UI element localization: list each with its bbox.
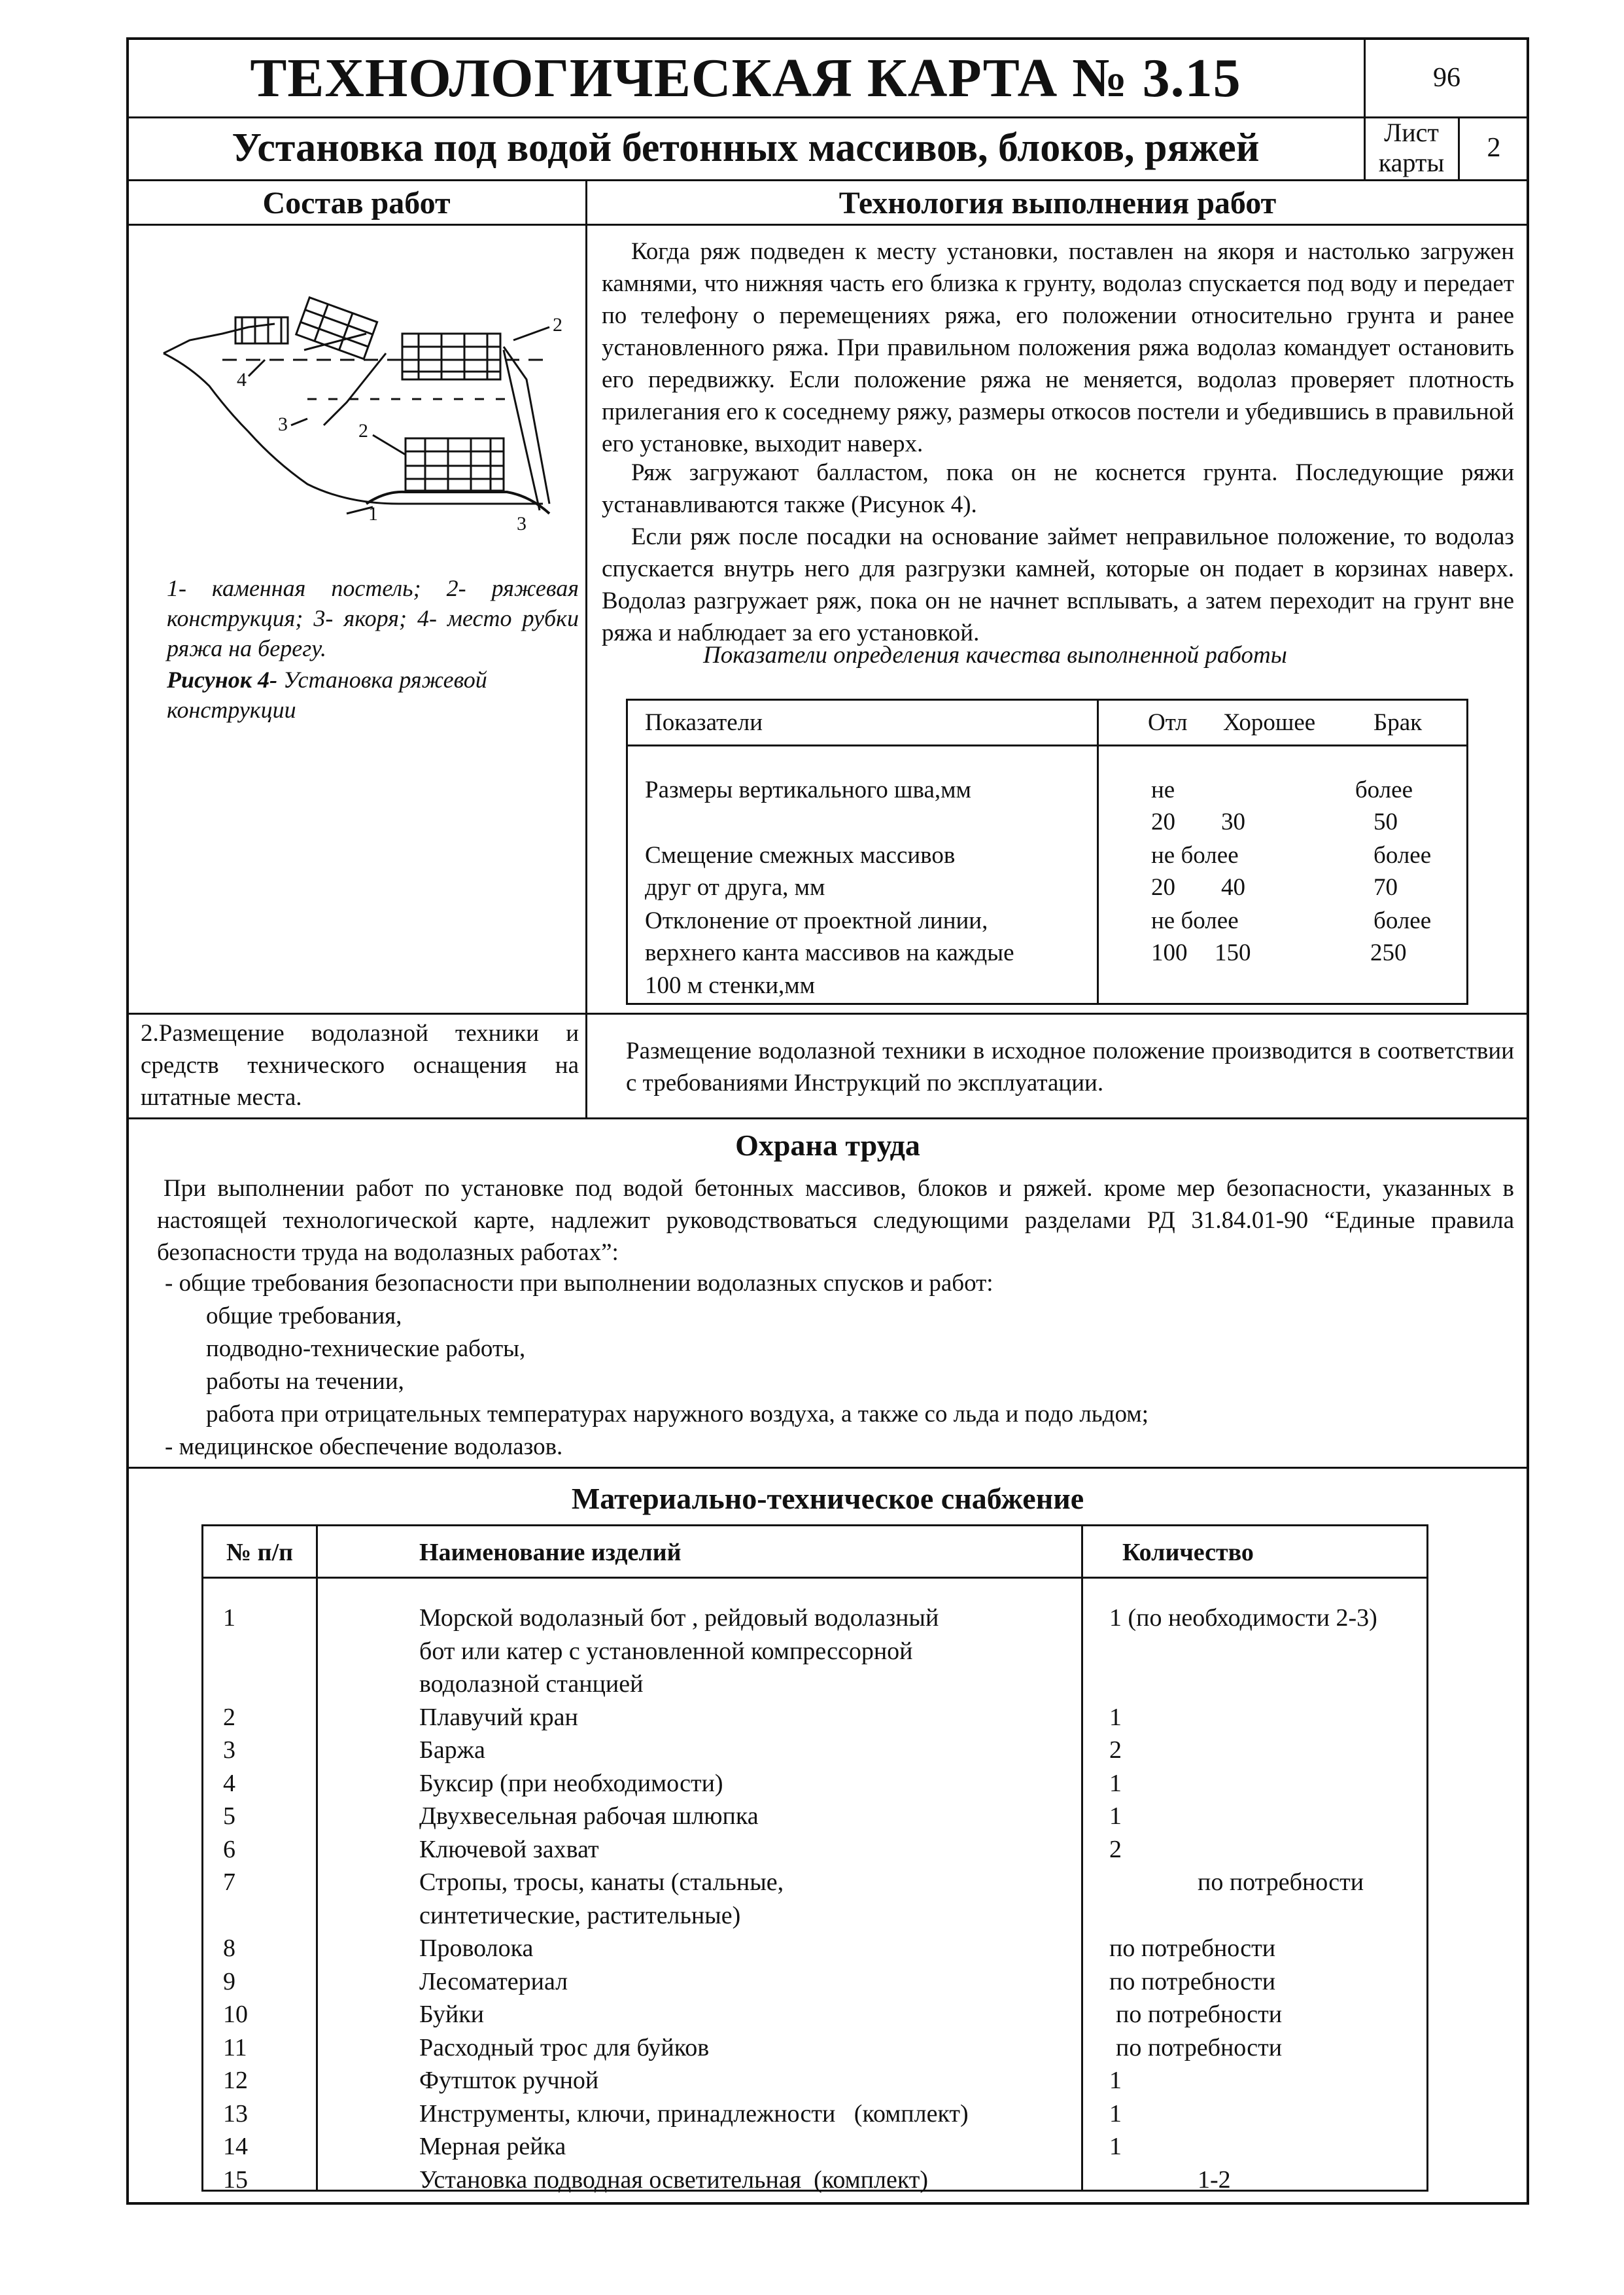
quality-value: 40 — [1221, 874, 1245, 901]
supply-header-name: Наименование изделий — [419, 1539, 682, 1566]
supply-row-quantity: 1 — [1109, 1769, 1122, 1797]
quality-row-name: верхнего канта массивов на каждые — [645, 939, 1014, 966]
figure-label-2: 2 — [553, 314, 562, 336]
supply-row-quantity: 2 — [1109, 1835, 1122, 1863]
supply-row-name: Установка подводная осветительная (комплект) — [419, 2165, 929, 2194]
safety-intro: При выполнении работ по установке под водой бетонных массивов, блоков и ряжей. кроме мер безопасности, указанных в настоящей технологической карте, надлежит руководствоваться следующими разделами РД 31.84.01-90 “Единые правила безопасности труда на водолазных работах”: — [157, 1175, 1514, 1266]
supply-row-name: водолазной станцией — [419, 1670, 644, 1698]
technology-paragraph-3: Если ряж после посадки на основание займет неправильное положение, то водолаз спускается внутрь него для разгрузки камней, которые он подает в корзинах наверх. Водолаз разгружает ряж, пока он не начнет всплывать, а затем переходит на грунт вне ряжа и наблюдает за его установкой. — [602, 523, 1514, 646]
supply-row-number: 6 — [223, 1835, 235, 1863]
supply-table — [201, 1524, 1428, 2192]
supply-row-number: 14 — [223, 2133, 248, 2160]
supply-row-number: 8 — [223, 1935, 235, 1962]
quality-value: 100 — [1151, 939, 1188, 966]
supply-row-name: синтетические, растительные) — [419, 1901, 741, 1929]
supply-row-name: Лесоматериал — [419, 1967, 568, 1995]
quality-header-excellent: Отл — [1148, 709, 1188, 736]
figure-label-3: 3 — [278, 413, 288, 435]
quality-row-name: 100 м стенки,мм — [645, 972, 816, 999]
quality-row-name: друг от друга, мм — [645, 874, 825, 901]
divider — [128, 1117, 1528, 1119]
sheet-label — [1366, 118, 1457, 178]
quality-row-note: не более — [1151, 777, 1413, 803]
supply-row-number: 2 — [223, 1703, 235, 1731]
supply-row-number: 11 — [223, 2033, 247, 2061]
quality-header-reject: Брак — [1373, 709, 1423, 736]
supply-row-name: Проволока — [419, 1935, 534, 1962]
column-divider — [585, 179, 587, 1118]
supply-row-name: Инструменты, ключи, принадлежности (комплект) — [419, 2099, 969, 2128]
figure-caption: 1- каменная постель; 2- ряжевая конструкция; 3- якоря; 4- место рубки ряжа на берегу. — [167, 575, 579, 661]
document-subtitle: Установка под водой бетонных массивов, блоков, ряжей — [232, 125, 1260, 170]
supply-row-name: Стропы, тросы, канаты (стальные, — [419, 1868, 784, 1896]
safety-item-2: - медицинское обеспечение водолазов. — [165, 1433, 563, 1460]
figure-label-3b: 3 — [517, 513, 527, 534]
supply-row-quantity: по потребности — [1116, 2001, 1283, 2028]
quality-header-good: Хорошее — [1223, 709, 1316, 736]
supply-row-quantity: 1 — [1109, 2099, 1122, 2128]
sheet-label-line2: карты — [1378, 148, 1445, 177]
supply-row-name: Буксир (при необходимости) — [419, 1769, 723, 1797]
quality-row-name: Отклонение от проектной линии, — [645, 907, 988, 934]
supply-row-quantity: 1 (по необходимости 2-3) — [1109, 1604, 1377, 1632]
safety-subitem: работы на течении, — [206, 1368, 404, 1395]
sheet-number: 2 — [1487, 133, 1501, 163]
supply-row-quantity: 1 — [1109, 1703, 1122, 1731]
supply-row-number: 7 — [223, 1868, 235, 1896]
supply-row-quantity: 1 — [1109, 1802, 1122, 1830]
supply-row-number: 13 — [223, 2099, 248, 2128]
supply-row-quantity: 2 — [1109, 1736, 1122, 1764]
supply-row-quantity: по потребности — [1116, 2033, 1283, 2061]
figure-drawing — [150, 288, 576, 536]
quality-value: 150 — [1215, 939, 1251, 966]
figure-title — [167, 665, 579, 725]
safety-item-1: - общие требования безопасности при выполнении водолазных спусков и работ: — [165, 1270, 993, 1297]
supply-row-name: Ключевой захват — [419, 1835, 599, 1863]
figure-label-2b: 2 — [358, 420, 368, 442]
quality-value: 70 — [1373, 874, 1398, 901]
supply-row-number: 3 — [223, 1736, 235, 1764]
safety-subitem: подводно-технические работы, — [206, 1335, 526, 1362]
divider — [316, 1526, 318, 2190]
quality-value: 30 — [1221, 809, 1245, 835]
supply-row-name: Буйки — [419, 2001, 485, 2028]
supply-row-number: 5 — [223, 1802, 235, 1830]
divider — [128, 1013, 1528, 1015]
supply-row-quantity: 1-2 — [1198, 2165, 1231, 2194]
figure-label-4: 4 — [237, 369, 247, 391]
step-2-technology: Размещение водолазной техники в исходное положение производится в соответствии с требованиями Инструкций по эксплуатации. — [626, 1038, 1514, 1096]
supply-row-name: Расходный трос для буйков — [419, 2033, 710, 2061]
figure-label-1: 1 — [368, 503, 378, 525]
quality-table — [626, 699, 1468, 1005]
step-2-work: 2.Размещение водолазной техники и средств технического оснащения на штатные места. — [141, 1020, 579, 1111]
supply-row-name: Баржа — [419, 1736, 485, 1764]
supply-row-number: 15 — [223, 2165, 248, 2194]
supply-title: Материально-техническое снабжение — [571, 1482, 1084, 1515]
supply-row-quantity: по потребности — [1109, 1935, 1276, 1962]
supply-row-quantity: 1 — [1109, 2067, 1122, 2094]
column-header-works: Состав работ — [262, 185, 451, 220]
safety-title: Охрана труда — [735, 1129, 920, 1162]
supply-row-number: 9 — [223, 1967, 235, 1995]
quality-row-note: не более — [1151, 842, 1239, 869]
quality-value: 250 — [1370, 939, 1407, 966]
supply-row-quantity: по потребности — [1198, 1868, 1364, 1896]
supply-row-quantity: по потребности — [1109, 1967, 1276, 1995]
quality-value: 20 — [1151, 874, 1175, 901]
technology-paragraph-2: Ряж загружают балластом, пока он не коснется грунта. Последующие ряжи устанавливаются также (Рисунок 4). — [602, 459, 1514, 518]
supply-row-number: 1 — [223, 1604, 235, 1632]
supply-row-name: Двухвесельная рабочая шлюпка — [419, 1802, 759, 1830]
supply-row-number: 10 — [223, 2001, 248, 2028]
supply-row-quantity: 1 — [1109, 2133, 1122, 2160]
figure-title-bold: Рисунок 4- — [167, 667, 277, 693]
figure-title-rest: Установка ряжевой конструкции — [167, 667, 487, 723]
technology-paragraph-1: Когда ряж подведен к месту установки, поставлен на якоря и настолько загружен камнями, что нижняя часть его близка к грунту, водолаз спускается под воду и передает по телефону о перемещениях ряжа, его положении относительно грунта и ранее установленного ряжа. При правильном положения ряжа водолаз командует остановить его передвижку. Если положение ряжа не меняется, водолаз проверяет плотность прилегания его к соседнему ряжу, размеры откосов постели и убедившись в правильной его установке, выходит наверх. — [602, 238, 1514, 457]
divider — [1097, 701, 1099, 1003]
supply-row-name: Плавучий кран — [419, 1703, 578, 1731]
divider — [1081, 1526, 1083, 2190]
supply-row-number: 4 — [223, 1769, 235, 1797]
safety-subitem: работа при отрицательных температурах наружного воздуха, а также со льда и подо льдом; — [206, 1401, 1149, 1428]
quality-row-name: Размеры вертикального шва,мм — [645, 777, 971, 803]
supply-row-name: бот или катер с установленной компрессорной — [419, 1637, 913, 1665]
divider — [128, 224, 1528, 226]
sheet-label-line1: Лист — [1384, 118, 1439, 147]
document-title: ТЕХНОЛОГИЧЕСКАЯ КАРТА № 3.15 — [250, 47, 1241, 109]
quality-row-note-reject: более — [1373, 907, 1432, 934]
column-header-technology: Технология выполнения работ — [838, 185, 1277, 220]
supply-row-number: 12 — [223, 2067, 248, 2094]
quality-row-note-reject: более — [1373, 842, 1432, 869]
quality-value: 50 — [1373, 809, 1398, 835]
page-number: 96 — [1433, 63, 1460, 93]
divider — [128, 1467, 1528, 1469]
safety-subitem: общие требования, — [206, 1303, 402, 1329]
quality-title: Показатели определения качества выполненной работы — [703, 642, 1287, 669]
supply-row-name: Футшток ручной — [419, 2067, 599, 2094]
supply-header-number: № п/п — [226, 1539, 294, 1566]
quality-row-note: не более — [1151, 907, 1239, 934]
figure-riprap-installation — [150, 288, 576, 536]
supply-header-quantity: Количество — [1122, 1539, 1254, 1566]
quality-row-name: Смещение смежных массивов — [645, 842, 956, 869]
supply-row-name: Морской водолазный бот , рейдовый водолазный — [419, 1604, 939, 1632]
quality-value: 20 — [1151, 809, 1175, 835]
supply-row-name: Мерная рейка — [419, 2133, 566, 2160]
quality-header-indicator: Показатели — [645, 709, 763, 736]
